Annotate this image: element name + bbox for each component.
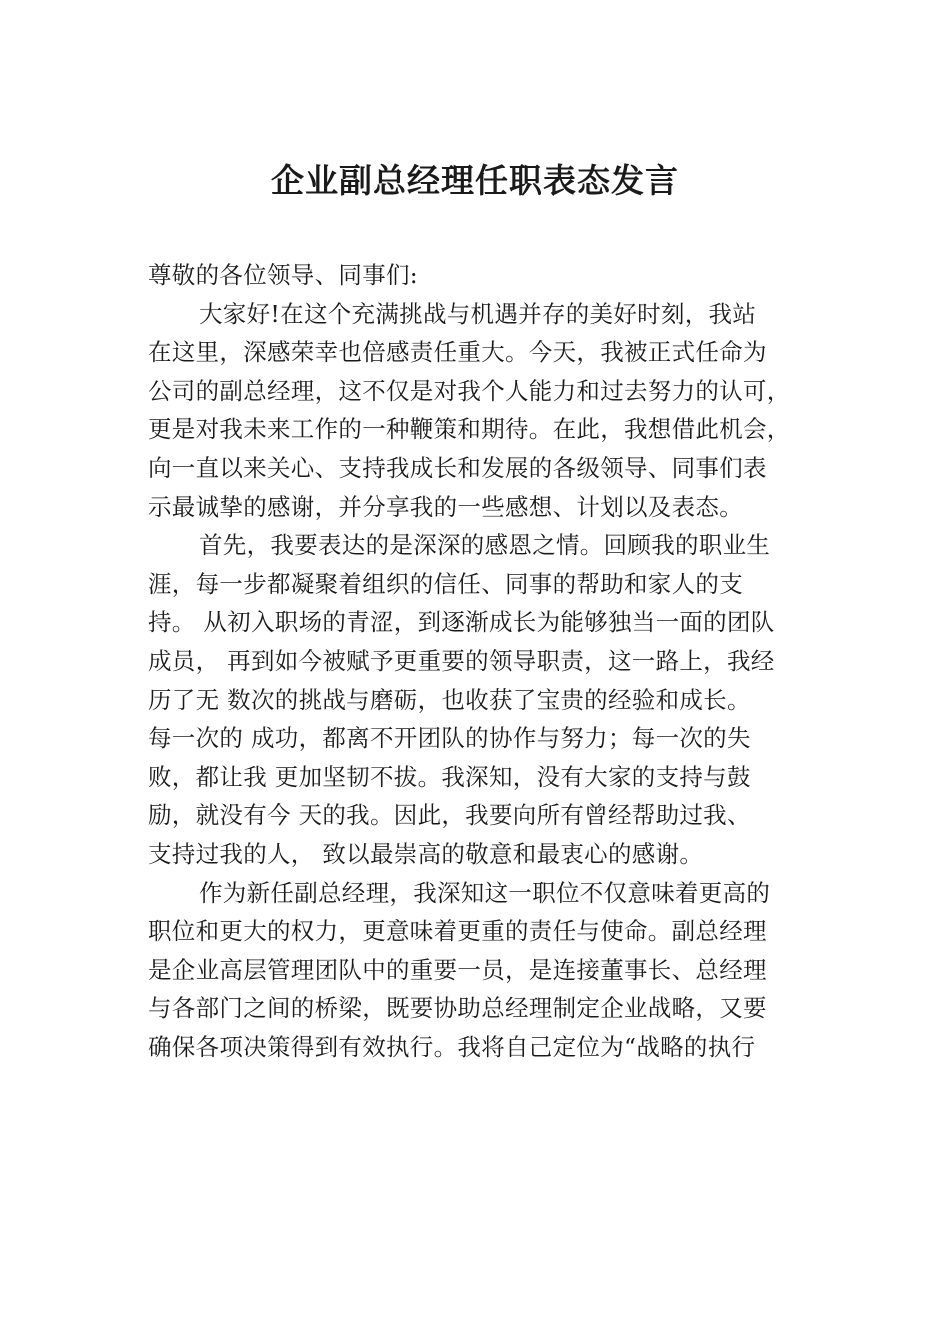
document-body bbox=[148, 256, 818, 1066]
document-title: 企业副总经理任职表态发言 bbox=[271, 161, 679, 200]
paragraph-line: 公司的副总经理，这不仅是对我个人能力和过去努力的认可， bbox=[148, 376, 791, 405]
paragraph-line: 持。 从初入职场的青涩，到逐渐成长为能够独当一面的团队 bbox=[148, 608, 775, 637]
greeting-line: 尊敬的各位领导、同事们: bbox=[148, 261, 419, 289]
paragraph-3 bbox=[148, 874, 818, 1067]
paragraph-line: 与各部门之间的桥梁，既要协助总经理制定企业战略，又要 bbox=[148, 994, 767, 1023]
paragraph-line: 首先，我要表达的是深深的感恩之情。回顾我的职业生 bbox=[199, 531, 771, 560]
paragraph-line: 作为新任副总经理，我深知这一职位不仅意味着更高的 bbox=[199, 878, 771, 907]
paragraph-line: 职位和更大的权力，更意味着更重的责任与使命。副总经理 bbox=[148, 917, 767, 946]
paragraph-line: 示最诚挚的感谢，并分享我的一些感想、计划以及表态。 bbox=[148, 492, 743, 521]
paragraph-line: 是企业高层管理团队中的重要一员，是连接董事长、总经理 bbox=[148, 955, 767, 984]
paragraph-line: 涯，每一步都凝聚着组织的信任、同事的帮助和家人的支 bbox=[148, 569, 743, 598]
paragraph-line: 向一直以来关心、支持我成长和发展的各级领导、同事们表 bbox=[148, 453, 767, 482]
paragraph-2 bbox=[148, 526, 818, 873]
paragraph-line: 每一次的 成功，都离不开团队的协作与努力；每一次的失 bbox=[148, 724, 751, 753]
paragraph-line: 在这里，深感荣幸也倍感责任重大。今天，我被正式任命为 bbox=[148, 338, 767, 367]
paragraph-line: 励，就没有今 天的我。因此，我要向所有曾经帮助过我、 bbox=[148, 801, 751, 830]
paragraph-line: 历了无 数次的挑战与磨砺，也收获了宝贵的经验和成长。 bbox=[148, 685, 751, 714]
paragraph-line: 确保各项决策得到有效执行。我将自己定位为“战略的执行 bbox=[148, 1032, 756, 1061]
paragraph-line: 更是对我未来工作的一种鞭策和期待。在此，我想借此机会， bbox=[148, 415, 791, 444]
paragraph-1 bbox=[148, 295, 818, 527]
paragraph-line: 大家好!在这个充满挑战与机遇并存的美好时刻，我站 bbox=[199, 299, 757, 328]
paragraph-line: 成员， 再到如今被赋予更重要的领导职责，这一路上，我经 bbox=[148, 646, 775, 675]
paragraph-line: 败，都让我 更加坚韧不拔。我深知，没有大家的支持与鼓 bbox=[148, 762, 751, 791]
paragraph-line: 支持过我的人， 致以最崇高的敬意和最衷心的感谢。 bbox=[148, 839, 704, 868]
